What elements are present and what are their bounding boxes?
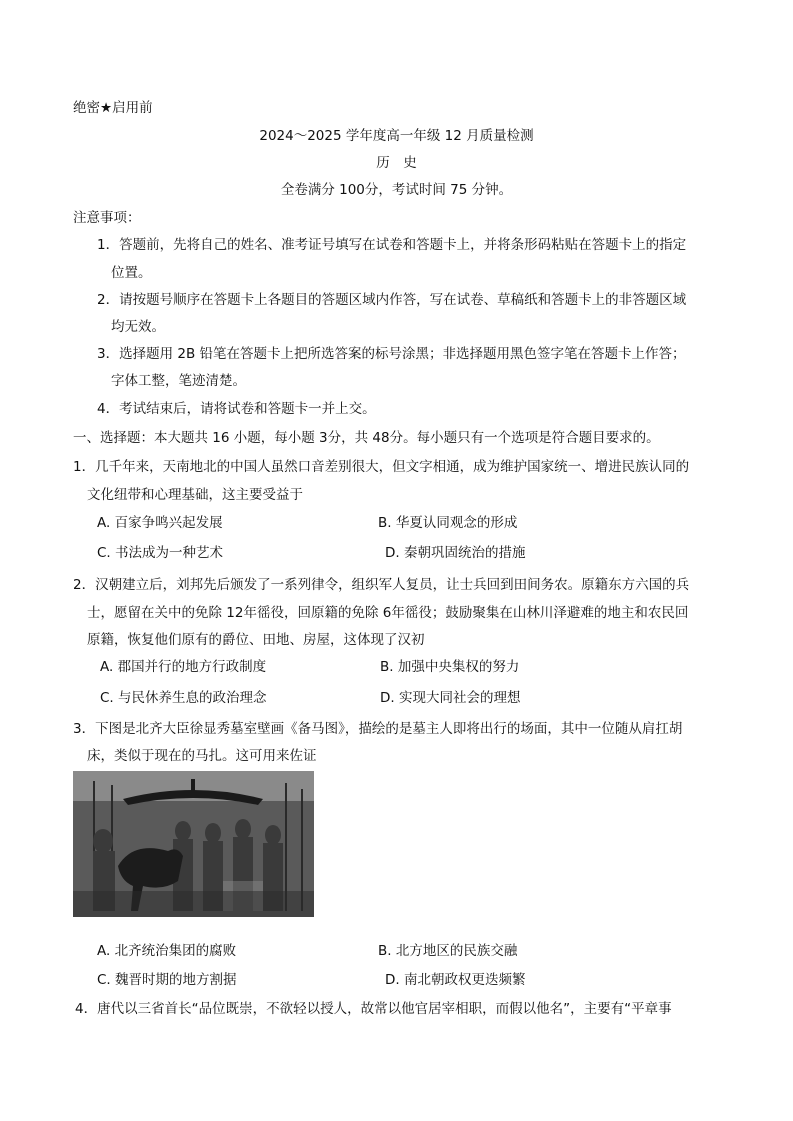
question-3-option-a: A. 北齐统治集团的腐败: [97, 943, 237, 959]
question-3-line-1: 3．下图是北齐大臣徐显秀墓室壁画《备马图》，描绘的是墓主人即将出行的场面，其中一位随从肩扛胡: [73, 721, 683, 737]
section-heading: 一、选择题：本大题共 16 小题，每小题 3分，共 48分。每小题只有一个选项是符合题目要求的。: [73, 430, 660, 446]
question-1-option-d: D. 秦朝巩固统治的措施: [385, 545, 526, 561]
notice-item-1: 1．答题前，先将自己的姓名、准考证号填写在试卷和答题卡上，并将条形码粘贴在答题卡上的指定: [97, 237, 687, 253]
question-3-option-b: B. 北方地区的民族交融: [378, 943, 518, 959]
question-3-option-c: C. 魏晋时期的地方割据: [97, 972, 237, 988]
question-2-line-2: 士，愿留在关中的免除 12年徭役，回原籍的免除 6年徭役；鼓励聚集在山林川泽避难的地主和农民回: [87, 605, 689, 621]
question-1-line-2: 文化纽带和心理基础，这主要受益于: [87, 487, 303, 503]
notice-item-4: 4．考试结束后，请将试卷和答题卡一并上交。: [97, 401, 376, 417]
question-2-option-a: A. 郡国并行的地方行政制度: [100, 659, 267, 675]
notice-heading: 注意事项：: [73, 210, 141, 226]
question-2-line-3: 原籍，恢复他们原有的爵位、田地、房屋，这体现了汉初: [87, 632, 425, 648]
question-2-option-d: D. 实现大同社会的理想: [380, 690, 521, 706]
subject-title: 历 史: [376, 155, 417, 171]
question-1-option-b: B. 华夏认同观念的形成: [378, 515, 518, 531]
question-2-option-c: C. 与民休养生息的政治理念: [100, 690, 267, 706]
question-1-line-1: 1．几千年来，天南地北的中国人虽然口音差别很大，但文字相通，成为维护国家统一、增进民族认同的: [73, 459, 690, 475]
question-3-option-d: D. 南北朝政权更迭频繁: [385, 972, 526, 988]
question-1-option-a: A. 百家争鸣兴起发展: [97, 515, 223, 531]
notice-item-3: 3．选择题用 2B 铅笔在答题卡上把所选答案的标号涂黑；非选择题用黑色签字笔在答题卡上作答；: [97, 346, 686, 362]
secret-label: 绝密★启用前: [73, 100, 153, 116]
question-2-option-b: B. 加强中央集权的努力: [380, 659, 520, 675]
notice-item-1-cont: 位置。: [111, 265, 152, 281]
mural-image: [73, 771, 314, 917]
notice-item-3-cont: 字体工整，笔迹清楚。: [111, 373, 246, 389]
question-2-line-1: 2．汉朝建立后，刘邦先后颁发了一系列律令，组织军人复员，让士兵回到田间务农。原籍东方六国的兵: [73, 577, 690, 593]
exam-title: 2024～2025 学年度高一年级 12 月质量检测: [259, 128, 534, 144]
notice-item-2: 2．请按题号顺序在答题卡上各题目的答题区域内作答，写在试卷、草稿纸和答题卡上的非答题区域: [97, 292, 687, 308]
question-1-option-c: C. 书法成为一种艺术: [97, 545, 224, 561]
question-4-line-1: 4．唐代以三省首长“品位既崇，不欲轻以授人，故常以他官居宰相职，而假以他名”，主要有“平章事: [75, 1001, 672, 1017]
exam-info: 全卷满分 100分，考试时间 75 分钟。: [280, 182, 513, 198]
notice-item-2-cont: 均无效。: [111, 319, 165, 335]
question-3-line-2: 床，类似于现在的马扎。这可用来佐证: [87, 748, 317, 764]
